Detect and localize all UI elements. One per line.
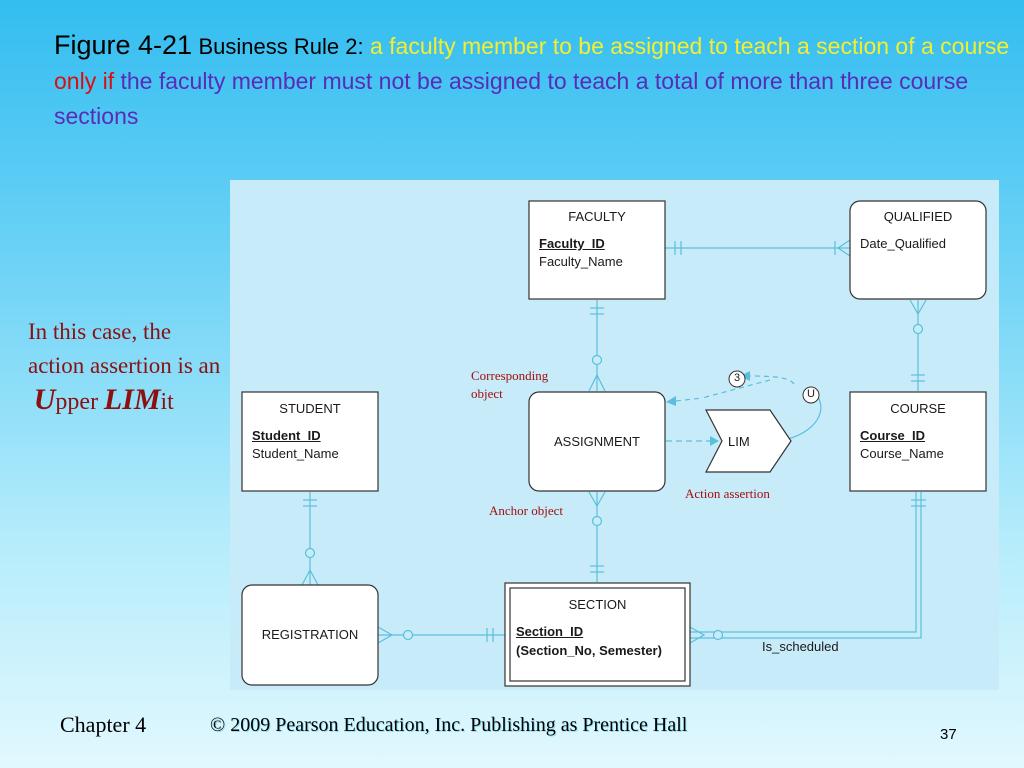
- page-number: 37: [940, 726, 957, 743]
- lim-label: LIM: [728, 434, 750, 449]
- rule-text-only-if: only if: [54, 68, 115, 94]
- upper-u: U: [33, 383, 56, 416]
- entity-section-title: SECTION: [568, 597, 627, 612]
- footer-chapter: Chapter 4: [60, 712, 147, 737]
- student-key-attr: Student_ID: [252, 428, 321, 443]
- side-note-text: In this case, the action assertion is an: [28, 319, 221, 378]
- callout-action-assertion: Action assertion: [685, 486, 770, 501]
- lim-word: LIM: [103, 383, 161, 416]
- callout-corresponding-object: Corresponding object: [471, 368, 549, 401]
- qualified-date-attr: Date_Qualified: [860, 236, 946, 251]
- entity-registration-title: REGISTRATION: [261, 627, 359, 642]
- is-scheduled-label: Is_scheduled: [762, 639, 839, 654]
- entity-faculty-title: FACULTY: [568, 209, 626, 224]
- limit-rest: it: [160, 389, 174, 415]
- faculty-key-attr: Faculty_ID: [539, 236, 605, 251]
- entity-assignment-title: ASSIGNMENT: [554, 434, 640, 449]
- footer-copyright: © 2009 Pearson Education, Inc. Publishing as Prentice Hall: [210, 714, 688, 736]
- callout-anchor-object: Anchor object: [489, 503, 564, 518]
- faculty-name-attr: Faculty_Name: [539, 254, 623, 269]
- upper-rest: pper: [55, 389, 99, 415]
- rule-text-part1: a faculty member to be assigned to teach a section of a course: [369, 33, 1010, 59]
- constraint-u-label: U: [807, 388, 815, 400]
- business-rule-label: Business Rule 2:: [198, 34, 364, 59]
- slide-title: [54, 28, 1016, 134]
- entity-student-title: STUDENT: [279, 401, 341, 416]
- side-note: [28, 315, 228, 419]
- section-composite-attr: (Section_No, Semester): [516, 643, 662, 658]
- entity-qualified-title: QUALIFIED: [883, 209, 953, 224]
- entity-course-title: COURSE: [890, 401, 946, 416]
- course-name-attr: Course_Name: [860, 446, 944, 461]
- course-key-attr: Course_ID: [860, 428, 926, 443]
- section-key-attr: Section_ID: [516, 624, 584, 639]
- student-name-attr: Student_Name: [252, 446, 339, 461]
- constraint-3-label: 3: [733, 372, 741, 384]
- figure-number: Figure 4-21: [54, 30, 193, 60]
- rule-text-part3: the faculty member must not be assigned to teach a total of more than three course sections: [54, 68, 969, 129]
- er-diagram: [230, 180, 999, 690]
